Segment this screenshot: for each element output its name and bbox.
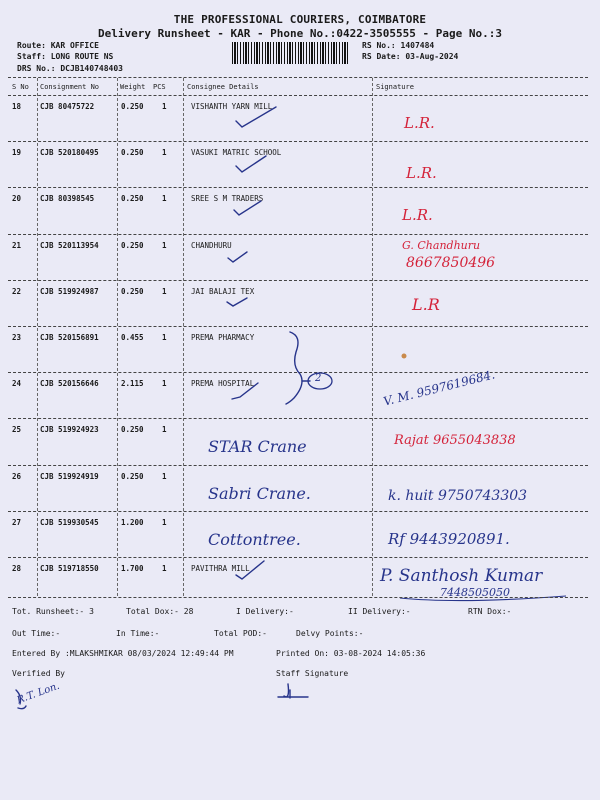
row-consignment-no: CJB 80475722 xyxy=(40,102,95,111)
row-sno: 20 xyxy=(12,194,22,204)
staff-signature-label: Staff Signature xyxy=(276,669,349,678)
i-delivery: I Delivery:- xyxy=(236,607,294,616)
row-consignment-no: CJB 519924919 xyxy=(40,471,99,481)
row-pcs: 1 xyxy=(162,286,167,296)
tot-runsheet: Tot. Runsheet:- 3 xyxy=(12,607,94,616)
row-sno: 21 xyxy=(12,240,22,250)
bracket-mark xyxy=(286,332,302,404)
staff-label: Staff: LONG ROUTE NS xyxy=(17,52,114,61)
row-sno: 24 xyxy=(12,379,22,389)
row-consignment-no: CJB 520180495 xyxy=(40,148,99,158)
row-signature: G. Chandhuru xyxy=(402,238,481,252)
row-weight: 2.115 xyxy=(121,379,144,389)
row-consignment-no: CJB 520113954 xyxy=(40,240,99,250)
row-consignee: PREMA PHARMACY xyxy=(191,333,255,342)
row-signature: L.R xyxy=(412,294,440,314)
row-pcs: 1 xyxy=(162,102,167,111)
row-weight: 0.250 xyxy=(121,286,144,296)
row-signature: L.R. xyxy=(406,164,437,183)
rs-date: RS Date: 03-Aug-2024 xyxy=(362,52,459,61)
drs-number: DRS No.: DCJB140748403 xyxy=(17,64,123,73)
row-weight: 0.455 xyxy=(121,333,144,342)
row-consignee: VASUKI MATRIC SCHOOL xyxy=(191,148,282,158)
ii-delivery: II Delivery:- xyxy=(348,607,411,616)
bracket-count: 2 xyxy=(315,373,322,384)
row-pcs: 1 xyxy=(162,471,167,481)
row-sno: 27 xyxy=(12,517,22,527)
row-signature: V. M. 9597619684. xyxy=(382,367,497,409)
out-time: Out Time:- xyxy=(12,629,61,638)
row-weight: 0.250 xyxy=(121,148,144,158)
row-signature: L.R. xyxy=(404,114,435,132)
row-consignment-no: CJB 519924923 xyxy=(40,425,99,435)
row-pcs: 1 xyxy=(162,517,167,527)
col-consignment: Consignment No xyxy=(40,83,100,91)
row-signature: k. huit 9750743303 xyxy=(388,487,528,504)
total-dox: Total Dox:- 28 xyxy=(126,607,194,616)
row-signature-phone: 8667850496 xyxy=(406,254,496,271)
row-sno: 25 xyxy=(12,425,22,435)
row-pcs: 1 xyxy=(162,425,167,435)
row-sno: 18 xyxy=(12,102,22,111)
row-consignee: PAVITHRA MILL xyxy=(191,564,250,573)
col-sno: S No xyxy=(12,83,29,91)
row-pcs: 1 xyxy=(162,194,167,204)
row-consignee-handwritten: Sabri Crane. xyxy=(208,483,311,503)
row-signature: P. Santhosh Kumar xyxy=(380,566,543,586)
row-consignment-no: CJB 519718550 xyxy=(40,564,99,573)
row-consignment-no: CJB 520156646 xyxy=(40,379,99,389)
delvy-points: Delvy Points:- xyxy=(296,629,364,638)
row-consignee: JAI BALAJI TEX xyxy=(191,286,255,296)
row-weight: 0.250 xyxy=(121,471,144,481)
col-pcs: PCS xyxy=(153,83,166,91)
row-weight: 0.250 xyxy=(121,240,144,250)
tick-mark xyxy=(234,201,261,215)
col-weight: Weight xyxy=(120,83,146,91)
tick-mark xyxy=(232,383,258,399)
row-weight: 0.250 xyxy=(121,102,144,111)
tick-mark xyxy=(228,252,247,262)
row-sno: 26 xyxy=(12,471,22,481)
row-pcs: 1 xyxy=(162,148,167,158)
col-signature: Signature xyxy=(376,83,414,91)
row-sno: 28 xyxy=(12,564,22,573)
row-consignment-no: CJB 80398545 xyxy=(40,194,95,204)
row-weight: 0.250 xyxy=(121,194,144,204)
row-sno: 22 xyxy=(12,286,22,296)
rs-number: RS No.: 1407484 xyxy=(362,41,435,50)
row-weight: 0.250 xyxy=(121,425,144,435)
route-label: Route: KAR OFFICE xyxy=(17,41,99,50)
verified-by-label: Verified By xyxy=(12,669,65,678)
footer-rule xyxy=(8,597,588,598)
row-signature: Rajat 9655043838 xyxy=(394,433,516,449)
row-sno: 19 xyxy=(12,148,22,158)
total-pod: Total POD:- xyxy=(214,629,267,638)
rtn-dox: RTN Dox:- xyxy=(468,607,512,616)
entered-by: Entered By :MLAKSHMIKAR 08/03/2024 12:49:44 PM xyxy=(12,649,234,658)
row-consignee-handwritten: STAR Crane xyxy=(208,437,307,457)
runsheet-subtitle: Delivery Runsheet - KAR - Phone No.:0422-3505555 - Page No.:3 xyxy=(98,27,502,40)
row-pcs: 1 xyxy=(162,333,167,342)
row-weight: 1.700 xyxy=(121,564,144,573)
row-consignee-handwritten: Cottontree. xyxy=(208,529,301,549)
row-consignee: PREMA HOSPITAL xyxy=(191,379,255,389)
in-time: In Time:- xyxy=(116,629,160,638)
tick-mark xyxy=(236,561,264,579)
verified-handwriting: R.T. Lon. xyxy=(15,680,62,707)
row-sno: 23 xyxy=(12,333,22,342)
tick-mark xyxy=(227,298,247,306)
row-weight: 1.200 xyxy=(121,517,144,527)
row-consignee: SREE S M TRADERS xyxy=(191,194,264,204)
row-signature: Rf 9443920891. xyxy=(388,529,510,548)
row-consignee: VISHANTH YARN MILL xyxy=(191,102,273,111)
row-consignee: CHANDHURU xyxy=(191,240,232,250)
row-signature-phone: 7448505050 xyxy=(440,586,510,599)
row-consignment-no: CJB 520156891 xyxy=(40,333,99,342)
staff-signature-mark xyxy=(278,684,308,698)
row-consignment-no: CJB 519930545 xyxy=(40,517,99,527)
row-consignment-no: CJB 519924987 xyxy=(40,286,99,296)
row-pcs: 1 xyxy=(162,240,167,250)
row-pcs: 1 xyxy=(162,564,167,573)
tick-mark xyxy=(236,107,276,127)
row-pcs: 1 xyxy=(162,379,167,389)
printed-on: Printed On: 03-08-2024 14:05:36 xyxy=(276,649,426,658)
col-consignee: Consignee Details xyxy=(187,83,259,91)
company-title: THE PROFESSIONAL COURIERS, COIMBATORE xyxy=(173,13,427,26)
row-signature: L.R. xyxy=(402,206,433,225)
tick-mark xyxy=(236,156,266,172)
